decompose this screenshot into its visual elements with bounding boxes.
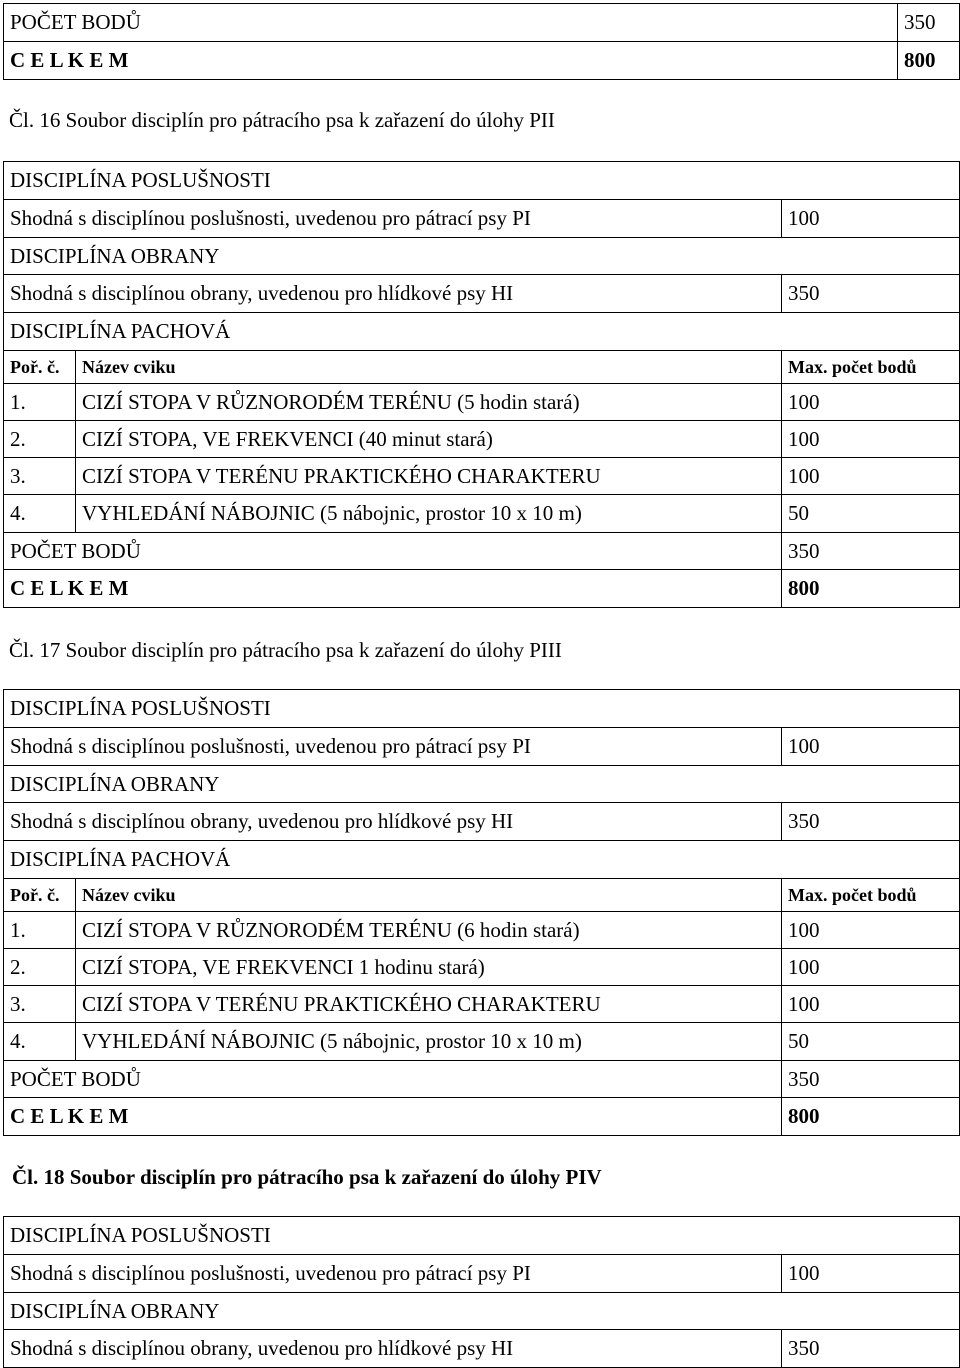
- row-name: CIZÍ STOPA, VE FREKVENCI (40 minut stará): [76, 421, 782, 458]
- row-name: CIZÍ STOPA V RŮZNORODÉM TERÉNU (6 hodin stará): [76, 912, 782, 949]
- obedience-points: 100: [782, 1255, 960, 1293]
- row-number: 2.: [4, 421, 76, 458]
- points-label: POČET BODŮ: [4, 4, 898, 42]
- defense-heading: DISCIPLÍNA OBRANY: [4, 766, 960, 803]
- defense-heading: DISCIPLÍNA OBRANY: [4, 1293, 960, 1330]
- col-name-header: Název cviku: [76, 351, 782, 384]
- col-max-header: Max. počet bodů: [782, 351, 960, 384]
- points-label: POČET BODŮ: [4, 1061, 782, 1098]
- defense-text: Shodná s disciplínou obrany, uvedenou pro hlídkové psy HI: [4, 1330, 782, 1368]
- row-points: 100: [782, 458, 960, 495]
- row-number: 4.: [4, 1023, 76, 1061]
- row-points: 100: [782, 384, 960, 421]
- discipline-table: [3, 689, 960, 1136]
- section-title: [9, 108, 555, 133]
- row-number: 2.: [4, 949, 76, 986]
- total-label: C E L K E M: [4, 1098, 782, 1136]
- col-order-header: Poř. č.: [4, 351, 76, 384]
- row-number: 1.: [4, 384, 76, 421]
- row-number: 1.: [4, 912, 76, 949]
- row-name: VYHLEDÁNÍ NÁBOJNIC (5 nábojnic, prostor 10 x 10 m): [76, 495, 782, 533]
- row-points: 100: [782, 949, 960, 986]
- row-points: 100: [782, 986, 960, 1023]
- section-title-text: Soubor disciplín pro pátracího psa k zařazení do úlohy PII: [65, 108, 555, 132]
- total-value: 800: [782, 1098, 960, 1136]
- tracking-heading: DISCIPLÍNA PACHOVÁ: [4, 313, 960, 351]
- row-name: CIZÍ STOPA, VE FREKVENCI 1 hodinu stará): [76, 949, 782, 986]
- section-number: Čl. 18: [12, 1165, 65, 1189]
- total-label: C E L K E M: [4, 42, 898, 80]
- discipline-table: [3, 1216, 960, 1368]
- tracking-heading: DISCIPLÍNA PACHOVÁ: [4, 841, 960, 879]
- row-number: 3.: [4, 986, 76, 1023]
- obedience-text: Shodná s disciplínou poslušnosti, uvedenou pro pátrací psy PI: [4, 728, 782, 766]
- total-value: 800: [898, 42, 960, 80]
- defense-points: 350: [782, 803, 960, 841]
- section-title-text: Soubor disciplín pro pátracího psa k zařazení do úlohy PIV: [69, 1165, 602, 1189]
- obedience-points: 100: [782, 200, 960, 238]
- points-value: 350: [782, 1061, 960, 1098]
- row-points: 100: [782, 421, 960, 458]
- row-points: 50: [782, 495, 960, 533]
- row-number: 4.: [4, 495, 76, 533]
- section-title-text: Soubor disciplín pro pátracího psa k zařazení do úlohy PIII: [65, 638, 562, 662]
- row-points: 100: [782, 912, 960, 949]
- obedience-text: Shodná s disciplínou poslušnosti, uvedenou pro pátrací psy PI: [4, 1255, 782, 1293]
- obedience-text: Shodná s disciplínou poslušnosti, uvedenou pro pátrací psy PI: [4, 200, 782, 238]
- points-value: 350: [782, 533, 960, 570]
- section-number: Čl. 16: [9, 108, 61, 132]
- top-summary-table: [3, 3, 960, 80]
- row-name: VYHLEDÁNÍ NÁBOJNIC (5 nábojnic, prostor 10 x 10 m): [76, 1023, 782, 1061]
- section-title: [12, 1165, 602, 1190]
- section-number: Čl. 17: [9, 638, 61, 662]
- row-points: 50: [782, 1023, 960, 1061]
- obedience-heading: DISCIPLÍNA POSLUŠNOSTI: [4, 1217, 960, 1255]
- row-name: CIZÍ STOPA V TERÉNU PRAKTICKÉHO CHARAKTERU: [76, 986, 782, 1023]
- obedience-points: 100: [782, 728, 960, 766]
- col-order-header: Poř. č.: [4, 879, 76, 912]
- defense-text: Shodná s disciplínou obrany, uvedenou pro hlídkové psy HI: [4, 275, 782, 313]
- defense-points: 350: [782, 1330, 960, 1368]
- total-label: C E L K E M: [4, 570, 782, 608]
- total-value: 800: [782, 570, 960, 608]
- defense-heading: DISCIPLÍNA OBRANY: [4, 238, 960, 275]
- col-max-header: Max. počet bodů: [782, 879, 960, 912]
- section-title: [9, 638, 562, 663]
- col-name-header: Název cviku: [76, 879, 782, 912]
- points-value: 350: [898, 4, 960, 42]
- points-label: POČET BODŮ: [4, 533, 782, 570]
- defense-text: Shodná s disciplínou obrany, uvedenou pro hlídkové psy HI: [4, 803, 782, 841]
- row-name: CIZÍ STOPA V RŮZNORODÉM TERÉNU (5 hodin stará): [76, 384, 782, 421]
- row-name: CIZÍ STOPA V TERÉNU PRAKTICKÉHO CHARAKTERU: [76, 458, 782, 495]
- discipline-table: [3, 161, 960, 608]
- defense-points: 350: [782, 275, 960, 313]
- obedience-heading: DISCIPLÍNA POSLUŠNOSTI: [4, 162, 960, 200]
- row-number: 3.: [4, 458, 76, 495]
- obedience-heading: DISCIPLÍNA POSLUŠNOSTI: [4, 690, 960, 728]
